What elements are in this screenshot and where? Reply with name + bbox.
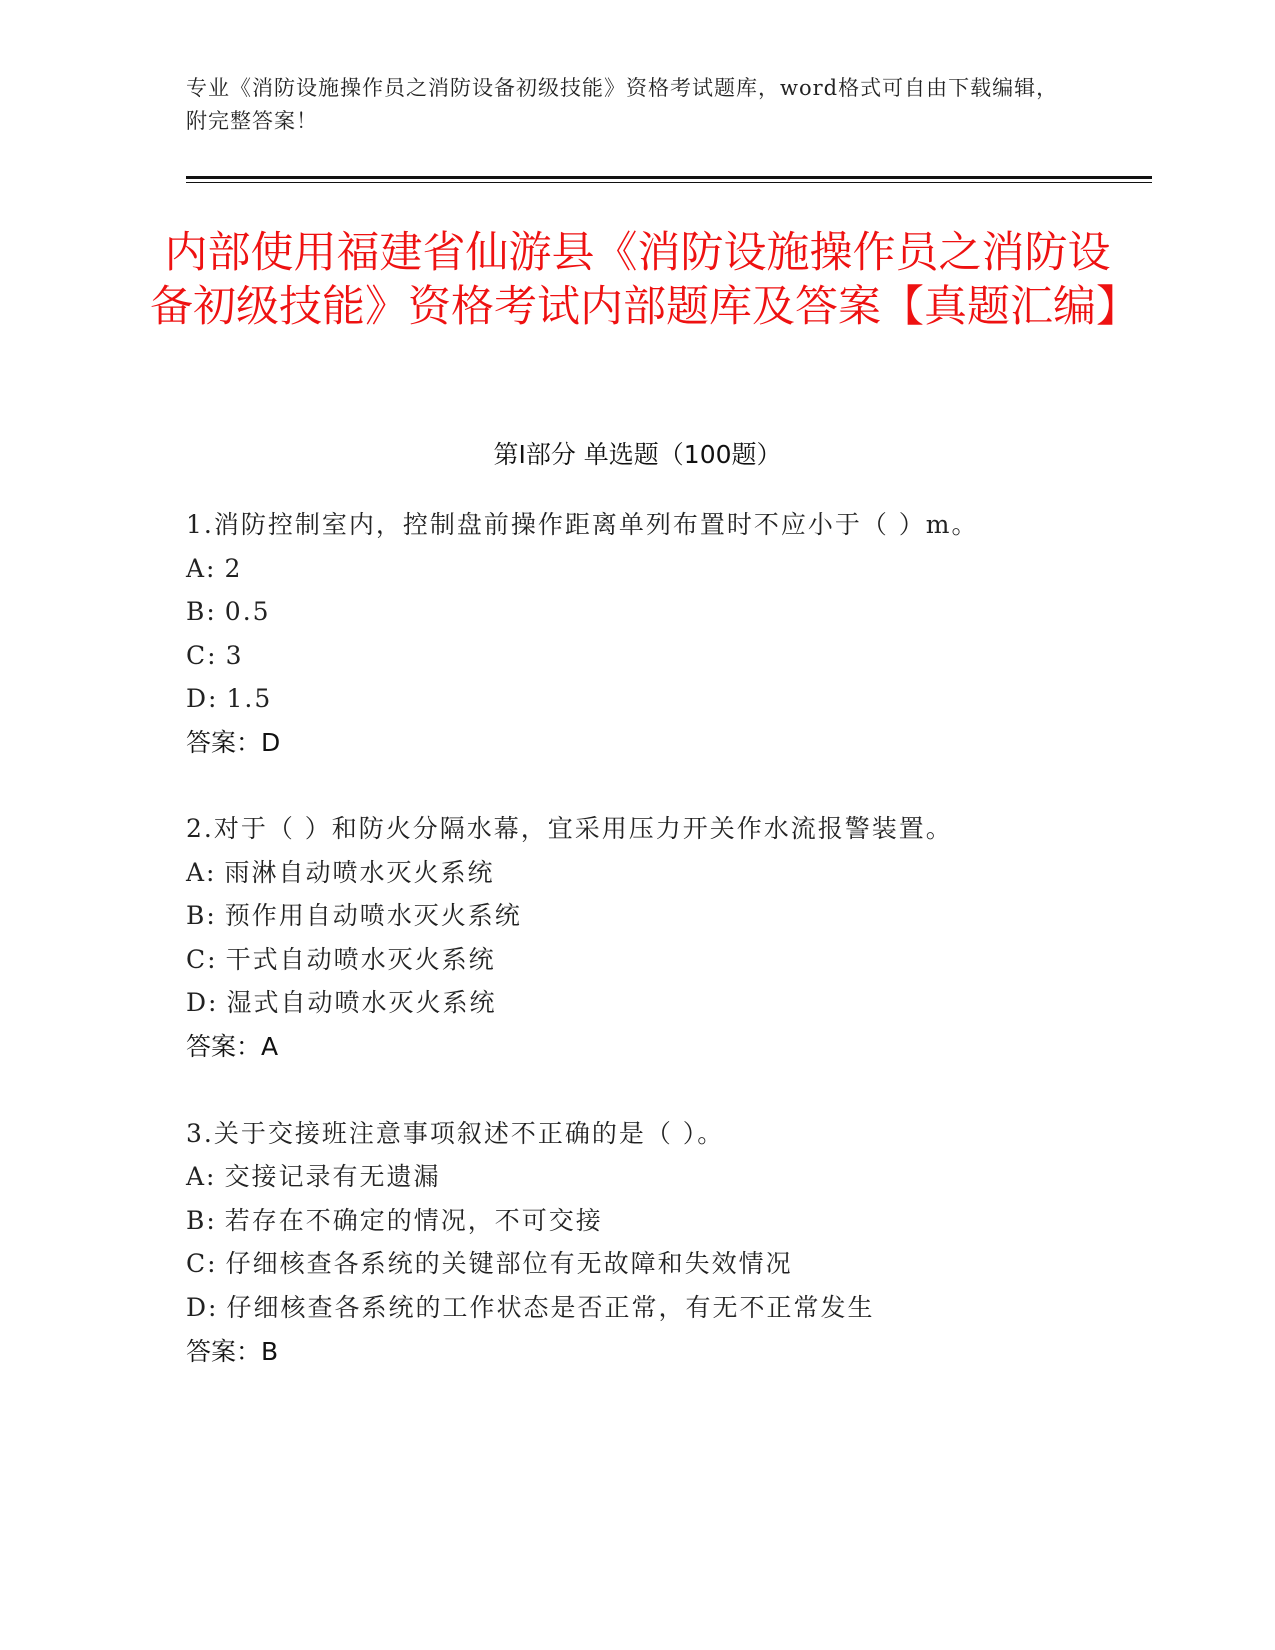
section-heading: 第Ⅰ部分 单选题（100题）	[493, 440, 782, 469]
option-text: 3	[225, 641, 244, 670]
option-a	[186, 552, 242, 586]
option-d	[186, 986, 496, 1020]
option-d	[186, 682, 272, 716]
option-label: D:	[186, 1293, 219, 1322]
option-text: 干式自动喷水灭火系统	[225, 945, 496, 974]
option-label: B:	[186, 901, 217, 930]
option-label: A:	[186, 858, 217, 887]
option-text: 雨淋自动喷水灭火系统	[224, 858, 495, 887]
option-text: 若存在不确定的情况，不可交接	[224, 1206, 603, 1235]
header-note: 专业《消防设施操作员之消防设备初级技能》资格考试题库，word格式可自由下载编辑，附完整答案！	[186, 76, 1059, 133]
option-label: D:	[186, 684, 219, 713]
option-label: A:	[186, 1162, 217, 1191]
answer: 答案：D	[186, 728, 281, 757]
option-text: 预作用自动喷水灭火系统	[224, 901, 522, 930]
option-text: 湿式自动喷水灭火系统	[226, 988, 497, 1017]
option-b	[186, 1204, 603, 1238]
option-label: D:	[186, 988, 219, 1017]
option-label: C:	[186, 945, 218, 974]
option-label: C:	[186, 641, 218, 670]
option-text: 交接记录有无遗漏	[224, 1162, 441, 1191]
header-divider-thin	[186, 182, 1152, 183]
option-a	[186, 1160, 441, 1194]
answer: 答案：A	[186, 1032, 279, 1061]
option-a	[186, 856, 495, 890]
option-b	[186, 899, 522, 933]
option-d	[186, 1291, 874, 1325]
option-c	[186, 639, 243, 673]
document-title: 内部使用福建省仙游县《消防设施操作员之消防设备初级技能》资格考试内部题库及答案【真题汇编】	[150, 228, 1139, 332]
answer: 答案：B	[186, 1337, 279, 1366]
option-label: A:	[186, 554, 217, 583]
option-text: 1.5	[226, 684, 273, 713]
question-stem: 3.关于交接班注意事项叙述不正确的是（ ）。	[186, 1119, 725, 1148]
option-text: 仔细核查各系统的工作状态是否正常，有无不正常发生	[226, 1293, 875, 1322]
option-text: 0.5	[224, 597, 271, 626]
option-label: B:	[186, 597, 217, 626]
option-c	[186, 943, 496, 977]
option-label: B:	[186, 1206, 217, 1235]
header-divider-thick	[186, 176, 1152, 179]
question-stem: 1.消防控制室内，控制盘前操作距离单列布置时不应小于（ ）m。	[186, 510, 979, 539]
option-text: 仔细核查各系统的关键部位有无故障和失效情况	[225, 1249, 793, 1278]
option-text: 2	[224, 554, 243, 583]
option-c	[186, 1247, 793, 1281]
option-label: C:	[186, 1249, 218, 1278]
option-b	[186, 595, 271, 629]
question-stem: 2.对于（ ）和防火分隔水幕，宜采用压力开关作水流报警装置。	[186, 814, 953, 843]
